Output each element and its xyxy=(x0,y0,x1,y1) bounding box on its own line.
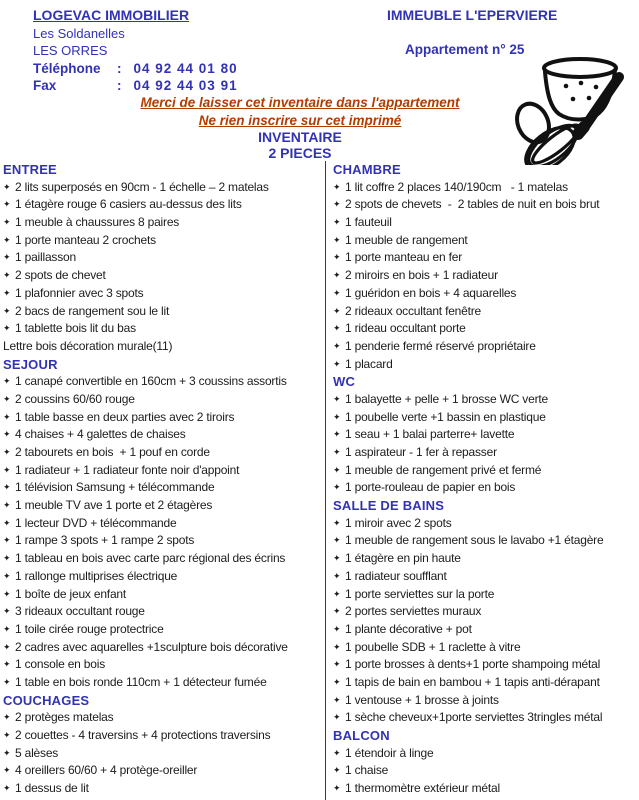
inventory-item xyxy=(3,462,325,480)
bullet-icon: ✦ xyxy=(333,323,341,334)
bullet-icon: ✦ xyxy=(3,747,11,758)
building-name: IMMEUBLE L'EPERVIERE xyxy=(387,7,558,23)
inventory-item xyxy=(333,409,639,427)
inventory-item xyxy=(333,320,639,338)
bullet-icon: ✦ xyxy=(333,464,341,475)
inventory-item xyxy=(3,568,325,586)
item-text: 1 étagère en pin haute xyxy=(345,551,461,566)
item-text: 1 guéridon en bois + 4 aquarelles xyxy=(345,285,517,300)
bullet-icon: ✦ xyxy=(3,376,11,387)
inventory-item xyxy=(333,196,639,214)
inventory-item xyxy=(333,179,639,197)
bullet-icon: ✦ xyxy=(3,393,11,404)
whisk-and-bowl-clipart-svg xyxy=(487,53,639,165)
inventory-item xyxy=(333,621,639,639)
item-text: Lettre bois décoration murale(11) xyxy=(3,338,173,353)
bullet-icon: ✦ xyxy=(3,217,11,228)
agency-name: LOGEVAC IMMOBILIER xyxy=(33,7,190,23)
item-text: 1 poubelle SDB + 1 raclette à vitre xyxy=(345,639,521,654)
inventory-item xyxy=(3,709,325,727)
phone-label: Téléphone xyxy=(33,60,101,76)
item-text: 1 radiateur soufflant xyxy=(345,568,447,583)
inventory-item xyxy=(333,762,639,780)
phone-value: 04 92 44 01 80 xyxy=(133,60,238,76)
inventory-item xyxy=(3,639,325,657)
inventory-item xyxy=(3,373,325,391)
bullet-icon: ✦ xyxy=(333,676,341,687)
phone-colon: : xyxy=(117,60,122,76)
inventory-item xyxy=(333,285,639,303)
document-title: INVENTAIRE xyxy=(258,129,342,145)
bullet-icon: ✦ xyxy=(3,482,11,493)
bullet-icon: ✦ xyxy=(3,730,11,740)
inventory-item xyxy=(333,692,639,710)
inventory-item xyxy=(3,532,325,550)
item-text: 1 miroir avec 2 spots xyxy=(345,515,452,530)
notice-line-1: Merci de laisser cet inventaire dans l'appartement xyxy=(140,95,460,110)
bullet-icon: ✦ xyxy=(3,181,11,192)
inventory-item xyxy=(3,727,325,745)
item-text: 1 rampe 3 spots + 1 rampe 2 spots xyxy=(15,533,195,548)
item-text: 1 porte-rouleau de papier en bois xyxy=(345,480,516,495)
inventory-item xyxy=(333,426,639,444)
inventory-item xyxy=(333,532,639,550)
item-text: 1 porte brosses à dents+1 porte shampoing métal xyxy=(345,657,601,672)
item-text: 1 meuble TV ave 1 porte et 2 étagères xyxy=(15,498,213,513)
section-header-sejour: SEJOUR xyxy=(3,356,58,372)
bullet-icon: ✦ xyxy=(333,181,341,192)
section-header-salle-de-bains: SALLE DE BAINS xyxy=(333,498,445,514)
bullet-icon: ✦ xyxy=(333,553,341,564)
fax-value: 04 92 44 03 91 xyxy=(133,78,238,93)
item-text: 2 protèges matelas xyxy=(15,710,114,725)
item-text: 1 rideau occultant porte xyxy=(345,321,466,336)
item-text: 1 plafonnier avec 3 spots xyxy=(15,285,144,300)
bullet-icon: ✦ xyxy=(333,287,341,298)
inventory-item xyxy=(3,285,325,303)
bullet-icon: ✦ xyxy=(333,623,341,634)
fax-line xyxy=(33,77,238,95)
bullet-icon: ✦ xyxy=(3,500,11,511)
bullet-icon: ✦ xyxy=(333,340,341,351)
inventory-item xyxy=(333,391,639,409)
item-text: 1 meuble de rangement xyxy=(345,232,468,247)
inventory-item xyxy=(3,550,325,568)
bullet-icon: ✦ xyxy=(333,429,341,440)
item-text: 1 rallonge multiprises électrique xyxy=(15,568,178,583)
inventory-item xyxy=(333,603,639,621)
item-text: 1 table basse en deux parties avec 2 tiroirs xyxy=(15,409,235,424)
bullet-icon: ✦ xyxy=(333,482,341,493)
item-text: 1 meuble à chaussures 8 paires xyxy=(15,215,180,230)
item-text: 1 étendoir à linge xyxy=(345,745,434,760)
notice-line-2: Ne rien inscrire sur cet imprimé xyxy=(198,112,402,128)
bullet-icon: ✦ xyxy=(333,305,341,316)
inventory-item xyxy=(3,196,325,214)
section-header-wc: WC xyxy=(333,374,356,390)
inventory-item xyxy=(3,391,325,409)
bullet-icon: ✦ xyxy=(333,358,341,369)
inventory-item xyxy=(3,267,325,285)
inventory-item xyxy=(333,338,639,356)
inventory-item xyxy=(333,656,639,674)
item-text: 2 spots de chevets - 2 tables de nuit en bois brut xyxy=(345,197,600,212)
inventory-item xyxy=(3,249,325,267)
bullet-icon: ✦ xyxy=(3,623,11,634)
item-text: 1 porte manteau en fer xyxy=(345,250,463,265)
bullet-icon: ✦ xyxy=(3,535,11,546)
fax-colon: : xyxy=(117,78,122,93)
agency-residence: Les Soldanelles xyxy=(33,25,125,41)
bullet-icon: ✦ xyxy=(3,712,11,723)
bullet-icon: ✦ xyxy=(3,447,11,457)
item-text: 1 télévision Samsung + télécommande xyxy=(15,480,215,495)
inventory-item xyxy=(333,267,639,285)
inventory-item xyxy=(333,550,639,568)
inventory-item xyxy=(333,303,639,321)
inventory-item xyxy=(3,621,325,639)
bullet-icon: ✦ xyxy=(3,252,11,263)
bullet-icon: ✦ xyxy=(333,535,341,546)
bullet-icon: ✦ xyxy=(333,747,341,758)
item-text: 1 tapis de bain en bambou + 1 tapis anti-dérapant xyxy=(345,674,600,689)
bullet-icon: ✦ xyxy=(3,305,11,316)
inventory-item xyxy=(3,603,325,621)
item-text: 2 couettes - 4 traversins + 4 protections traversins xyxy=(15,728,271,742)
item-text: 4 chaises + 4 galettes de chaises xyxy=(15,427,186,442)
item-text: 3 rideaux occultant rouge xyxy=(15,604,145,619)
section-header-entree: ENTREE xyxy=(3,162,57,177)
item-text: 2 tabourets en bois + 1 pouf en corde xyxy=(15,445,210,459)
inventory-item xyxy=(3,674,325,692)
item-text: 2 coussins 60/60 rouge xyxy=(15,391,135,406)
agency-block xyxy=(33,7,238,95)
bullet-icon: ✦ xyxy=(333,694,341,705)
bullet-icon: ✦ xyxy=(3,517,11,528)
item-text: 1 canapé convertible en 160cm + 3 coussins assortis xyxy=(15,374,287,389)
item-text: 1 placard xyxy=(345,356,393,371)
item-text: 1 meuble de rangement sous le lavabo +1 étagère xyxy=(345,533,604,548)
item-text: 2 spots de chevet xyxy=(15,268,106,283)
item-text: 1 tableau en bois avec carte parc régional des écrins xyxy=(15,551,286,566)
item-text: 1 ventouse + 1 brosse à joints xyxy=(345,692,499,707)
bullet-icon: ✦ xyxy=(3,323,11,334)
inventory-item xyxy=(3,232,325,250)
inventory-item xyxy=(333,214,639,232)
bullet-icon: ✦ xyxy=(333,659,341,670)
inventory-item xyxy=(3,426,325,444)
bullet-icon: ✦ xyxy=(3,570,11,581)
section-header-balcon: BALCON xyxy=(333,728,390,743)
inventory-item xyxy=(3,338,325,356)
bullet-icon: ✦ xyxy=(333,199,341,210)
item-text: 1 lit coffre 2 places 140/190cm - 1 matelas xyxy=(345,179,568,194)
inventory-item xyxy=(3,515,325,533)
inventory-item xyxy=(333,639,639,657)
document-subtitle: 2 PIECES xyxy=(268,145,332,161)
bullet-icon: ✦ xyxy=(3,199,11,210)
item-text: 1 porte serviettes sur la porte xyxy=(345,586,495,601)
bullet-icon: ✦ xyxy=(3,429,11,440)
inventory-item xyxy=(3,762,325,780)
inventory-item xyxy=(333,232,639,250)
bullet-icon: ✦ xyxy=(3,783,11,794)
item-text: 1 porte manteau 2 crochets xyxy=(15,232,156,247)
inventory-item xyxy=(3,444,325,462)
item-text: 2 bacs de rangement sou le lit xyxy=(15,303,170,318)
item-text: 1 paillasson xyxy=(15,250,76,265)
inventory-item xyxy=(3,586,325,604)
inventory-item xyxy=(333,249,639,267)
bullet-icon: ✦ xyxy=(3,411,11,422)
inventory-column-left xyxy=(0,161,325,800)
apartment-number: Appartement n° 25 xyxy=(405,42,525,57)
inventory-item xyxy=(3,497,325,515)
item-text: 1 console en bois xyxy=(15,657,105,672)
inventory-item xyxy=(3,780,325,798)
inventory-item xyxy=(3,303,325,321)
item-text: 2 miroirs en bois + 1 radiateur xyxy=(345,268,498,283)
item-text: 4 oreillers 60/60 + 4 protège-oreiller xyxy=(15,763,198,778)
bullet-icon: ✦ xyxy=(333,411,341,422)
inventory-item xyxy=(333,568,639,586)
bullet-icon: ✦ xyxy=(333,783,341,794)
item-text: 1 aspirateur - 1 fer à repasser xyxy=(345,445,497,459)
inventory-item xyxy=(333,462,639,480)
fax-label: Fax xyxy=(33,78,57,93)
bullet-icon: ✦ xyxy=(3,287,11,298)
item-text: 1 lecteur DVD + télécommande xyxy=(15,515,177,530)
inventory-columns xyxy=(0,161,639,800)
item-text: 1 dessus de lit xyxy=(15,781,89,796)
item-text: 2 rideaux occultant fenêtre xyxy=(345,303,482,318)
inventory-item xyxy=(333,709,639,727)
inventory-item xyxy=(3,179,325,197)
inventory-item xyxy=(333,745,639,763)
item-text: 1 table en bois ronde 110cm + 1 détecteur fumée xyxy=(15,674,267,689)
inventory-item xyxy=(333,780,639,798)
bullet-icon: ✦ xyxy=(3,464,11,475)
inventory-item xyxy=(333,674,639,692)
phone-line xyxy=(33,60,238,78)
item-text: 1 fauteuil xyxy=(345,215,392,230)
bullet-icon: ✦ xyxy=(333,234,341,245)
bullet-icon: ✦ xyxy=(333,252,341,263)
inventory-item xyxy=(333,444,639,462)
bullet-icon: ✦ xyxy=(3,588,11,599)
agency-city: LES ORRES xyxy=(33,43,108,58)
item-text: 2 lits superposés en 90cm - 1 échelle – 2 matelas xyxy=(15,179,269,194)
bullet-icon: ✦ xyxy=(3,659,11,670)
bullet-icon: ✦ xyxy=(333,570,341,581)
inventory-column-right xyxy=(325,161,639,800)
item-text: 1 boîte de jeux enfant xyxy=(15,586,127,601)
item-text: 1 toile cirée rouge protectrice xyxy=(15,621,164,636)
bullet-icon: ✦ xyxy=(3,606,11,617)
bullet-icon: ✦ xyxy=(3,270,11,281)
inventory-item xyxy=(333,356,639,374)
bullet-icon: ✦ xyxy=(333,270,341,281)
item-text: 2 portes serviettes muraux xyxy=(345,604,482,619)
item-text: 1 poubelle verte +1 bassin en plastique xyxy=(345,409,546,424)
item-text: 1 penderie fermé réservé propriétaire xyxy=(345,338,536,353)
bullet-icon: ✦ xyxy=(3,234,11,245)
inventory-item xyxy=(3,656,325,674)
inventory-item xyxy=(333,479,639,497)
bullet-icon: ✦ xyxy=(333,517,341,528)
bullet-icon: ✦ xyxy=(333,447,341,457)
item-text: 1 meuble de rangement privé et fermé xyxy=(345,462,542,477)
item-text: 2 cadres avec aquarelles +1sculpture bois décorative xyxy=(15,639,288,654)
inventory-item xyxy=(3,479,325,497)
item-text: 1 plante décorative + pot xyxy=(345,621,472,636)
item-text: 1 thermomètre extérieur métal xyxy=(345,781,500,796)
inventory-item xyxy=(3,745,325,763)
item-text: 1 tablette bois lit du bas xyxy=(15,321,136,336)
bullet-icon: ✦ xyxy=(333,217,341,228)
bullet-icon: ✦ xyxy=(333,606,341,617)
section-header-chambre: CHAMBRE xyxy=(333,162,401,177)
section-header-couchages: COUCHAGES xyxy=(3,692,90,708)
bullet-icon: ✦ xyxy=(3,553,11,564)
whisk-and-bowl-clipart-icon xyxy=(487,53,639,170)
inventory-item xyxy=(3,214,325,232)
item-text: 1 chaise xyxy=(345,763,389,778)
item-text: 1 étagère rouge 6 casiers au-dessus des lits xyxy=(15,197,242,212)
bullet-icon: ✦ xyxy=(333,641,341,652)
item-text: 5 alèses xyxy=(15,745,59,760)
inventory-item xyxy=(3,409,325,427)
item-text: 1 sèche cheveux+1porte serviettes 3tringles métal xyxy=(345,710,603,725)
inventory-item xyxy=(3,320,325,338)
bullet-icon: ✦ xyxy=(333,588,341,599)
inventory-item xyxy=(333,515,639,533)
bullet-icon: ✦ xyxy=(3,641,11,652)
item-text: 1 seau + 1 balai parterre+ lavette xyxy=(345,427,515,442)
bullet-icon: ✦ xyxy=(333,765,341,776)
bullet-icon: ✦ xyxy=(3,765,11,776)
inventory-item xyxy=(333,586,639,604)
item-text: 1 radiateur + 1 radiateur fonte noir d'appoint xyxy=(15,462,240,477)
item-text: 1 balayette + pelle + 1 brosse WC verte xyxy=(345,391,548,406)
bullet-icon: ✦ xyxy=(3,676,11,687)
bullet-icon: ✦ xyxy=(333,393,341,404)
bullet-icon: ✦ xyxy=(333,712,341,723)
